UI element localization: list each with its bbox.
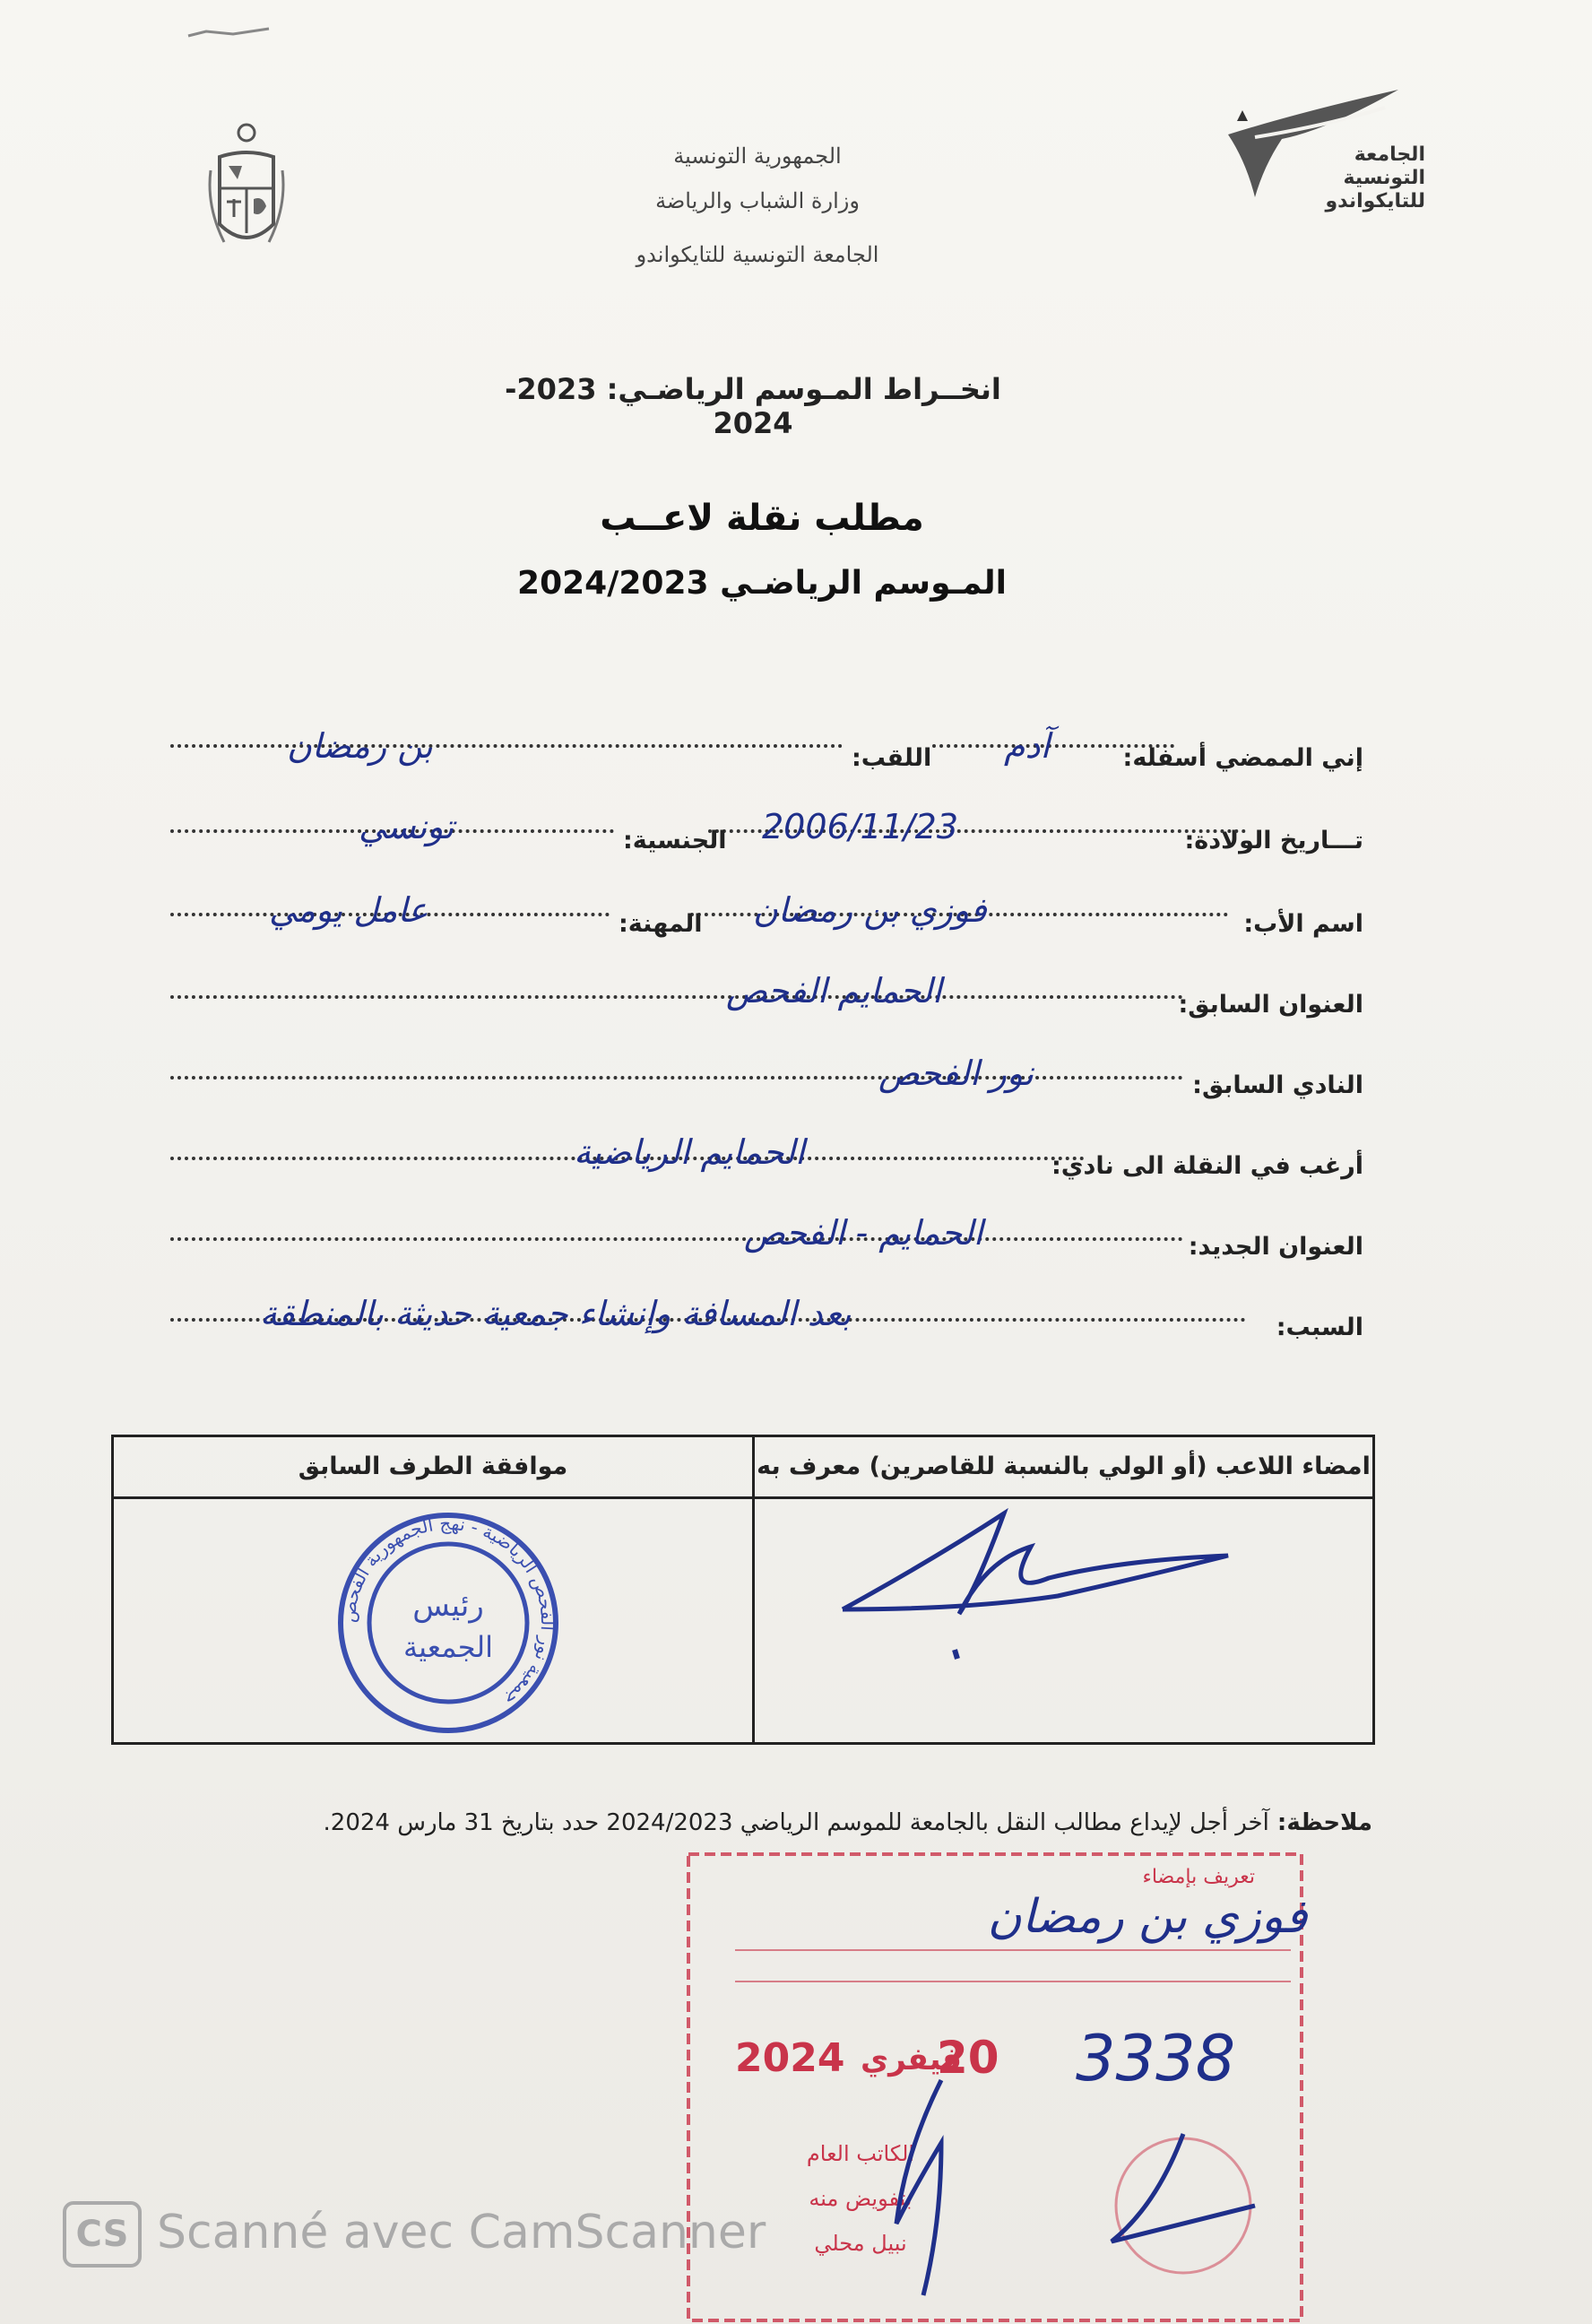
profession-label: المهنة: [619, 910, 703, 938]
undersigned-dots [932, 744, 1174, 748]
new-address-label: العنوان الجديد: [1188, 1233, 1363, 1261]
prev-club-value: نور الفحص [878, 1054, 1034, 1093]
red-stamp-line-2: الكاتب العام [806, 2141, 915, 2166]
nationality-value: تونسي [359, 807, 454, 846]
red-stamp-handwritten-name: فوزي بن رمضان [987, 1890, 1308, 1944]
blue-stamp-line-1: رئيس [412, 1588, 484, 1624]
prev-address-dots [170, 995, 1183, 999]
page-title: مطلب نقلة لاعــب [600, 498, 924, 539]
dob-label: تـــاريخ الولادة: [1184, 827, 1363, 854]
logo-text-line-2: التونسية [1343, 167, 1425, 189]
camscanner-badge-icon: CS [63, 2201, 142, 2268]
prev-address-value: الحمايم الفحص [726, 971, 942, 1010]
red-stamp-line-4: نبيل محلي [814, 2231, 907, 2256]
logo-text-line-1: الجامعة [1354, 143, 1425, 166]
red-stamp-date-month: فيفري [861, 2042, 962, 2077]
red-stamp-line-3: بتفويض منه [809, 2186, 913, 2211]
scan-artifact-mark [179, 9, 287, 45]
undersigned-label: إني الممضي أسفله: [1122, 744, 1363, 772]
red-stamp-number: 3338 [1076, 2022, 1236, 2095]
previous-party-header: موافقة الطرف السابق [114, 1437, 752, 1499]
father-label: اسم الأب: [1243, 910, 1363, 938]
profession-value: عامل يومي [269, 890, 428, 930]
header-ministry: وزارة الشباب والرياضة [655, 188, 860, 213]
deadline-note [324, 1809, 1372, 1836]
header-republic: الجمهورية التونسية [673, 143, 842, 169]
prev-club-label: النادي السابق: [1192, 1071, 1363, 1099]
new-club-value: الحمايم الرياضية [574, 1132, 805, 1172]
nationality-label: الجنسية: [623, 827, 727, 854]
note-text: آخر أجل لإيداع مطالب النقل بالجامعة للموسم الرياضي 2024/2023 حدد بتاريخ 31 مارس 2024. [323, 1809, 1269, 1836]
prev-address-label: العنوان السابق: [1178, 991, 1363, 1019]
blue-stamp-ring-text: جمعية نور الفحص الرياضية - نهج الجمهورية الفحص [337, 1512, 559, 1712]
red-stamp-line-1: تعريف بإمضاء [1142, 1866, 1255, 1888]
player-signature-header: امضاء اللاعب (أو الولي بالنسبة للقاصرين) معرف به [755, 1437, 1372, 1499]
header-federation: الجامعة التونسية للتايكواندو [636, 242, 879, 267]
blue-stamp-line-2: الجمعية [402, 1630, 494, 1664]
father-value: فوزي بن رمضان [753, 890, 987, 930]
table-divider [752, 1437, 755, 1742]
red-stamp-date-day: 20 [937, 2032, 999, 2084]
new-club-label: أرغب في النقلة الى نادي: [1051, 1152, 1363, 1180]
red-stamp-date-year: 2024 [735, 2035, 845, 2081]
reason-value: بعد المسافة وإنشاء جمعية حديثة بالمنطقة [260, 1294, 852, 1333]
club-stamp-blue [332, 1506, 565, 1739]
surname-value: بن رمضان [287, 726, 433, 766]
reason-label: السبب: [1276, 1314, 1363, 1341]
new-address-dots [170, 1237, 1183, 1241]
surname-label: اللقب: [852, 744, 932, 772]
federation-logo-text [1300, 143, 1425, 213]
page-subtitle: المـوسم الرياضـي 2024/2023 [517, 565, 1007, 602]
surname-dots [170, 744, 843, 748]
new-address-value: الحمايم - الفحص [744, 1213, 983, 1253]
legalization-stamp-red [681, 1847, 1309, 2324]
logo-text-line-3: للتايكواندو [1325, 190, 1425, 212]
dob-value: 2006/11/23 [762, 807, 959, 846]
undersigned-value: آدم [1004, 726, 1051, 766]
season-registration-line: انخــراط المـوسم الرياضـي: 2023- 2024 [505, 372, 1001, 440]
note-label: ملاحظة: [1276, 1809, 1372, 1836]
tunisia-coat-of-arms-icon [202, 117, 291, 260]
camscanner-watermark-text: Scanné avec CamScanner [157, 2206, 766, 2259]
player-signature-scribble [825, 1506, 1246, 1668]
